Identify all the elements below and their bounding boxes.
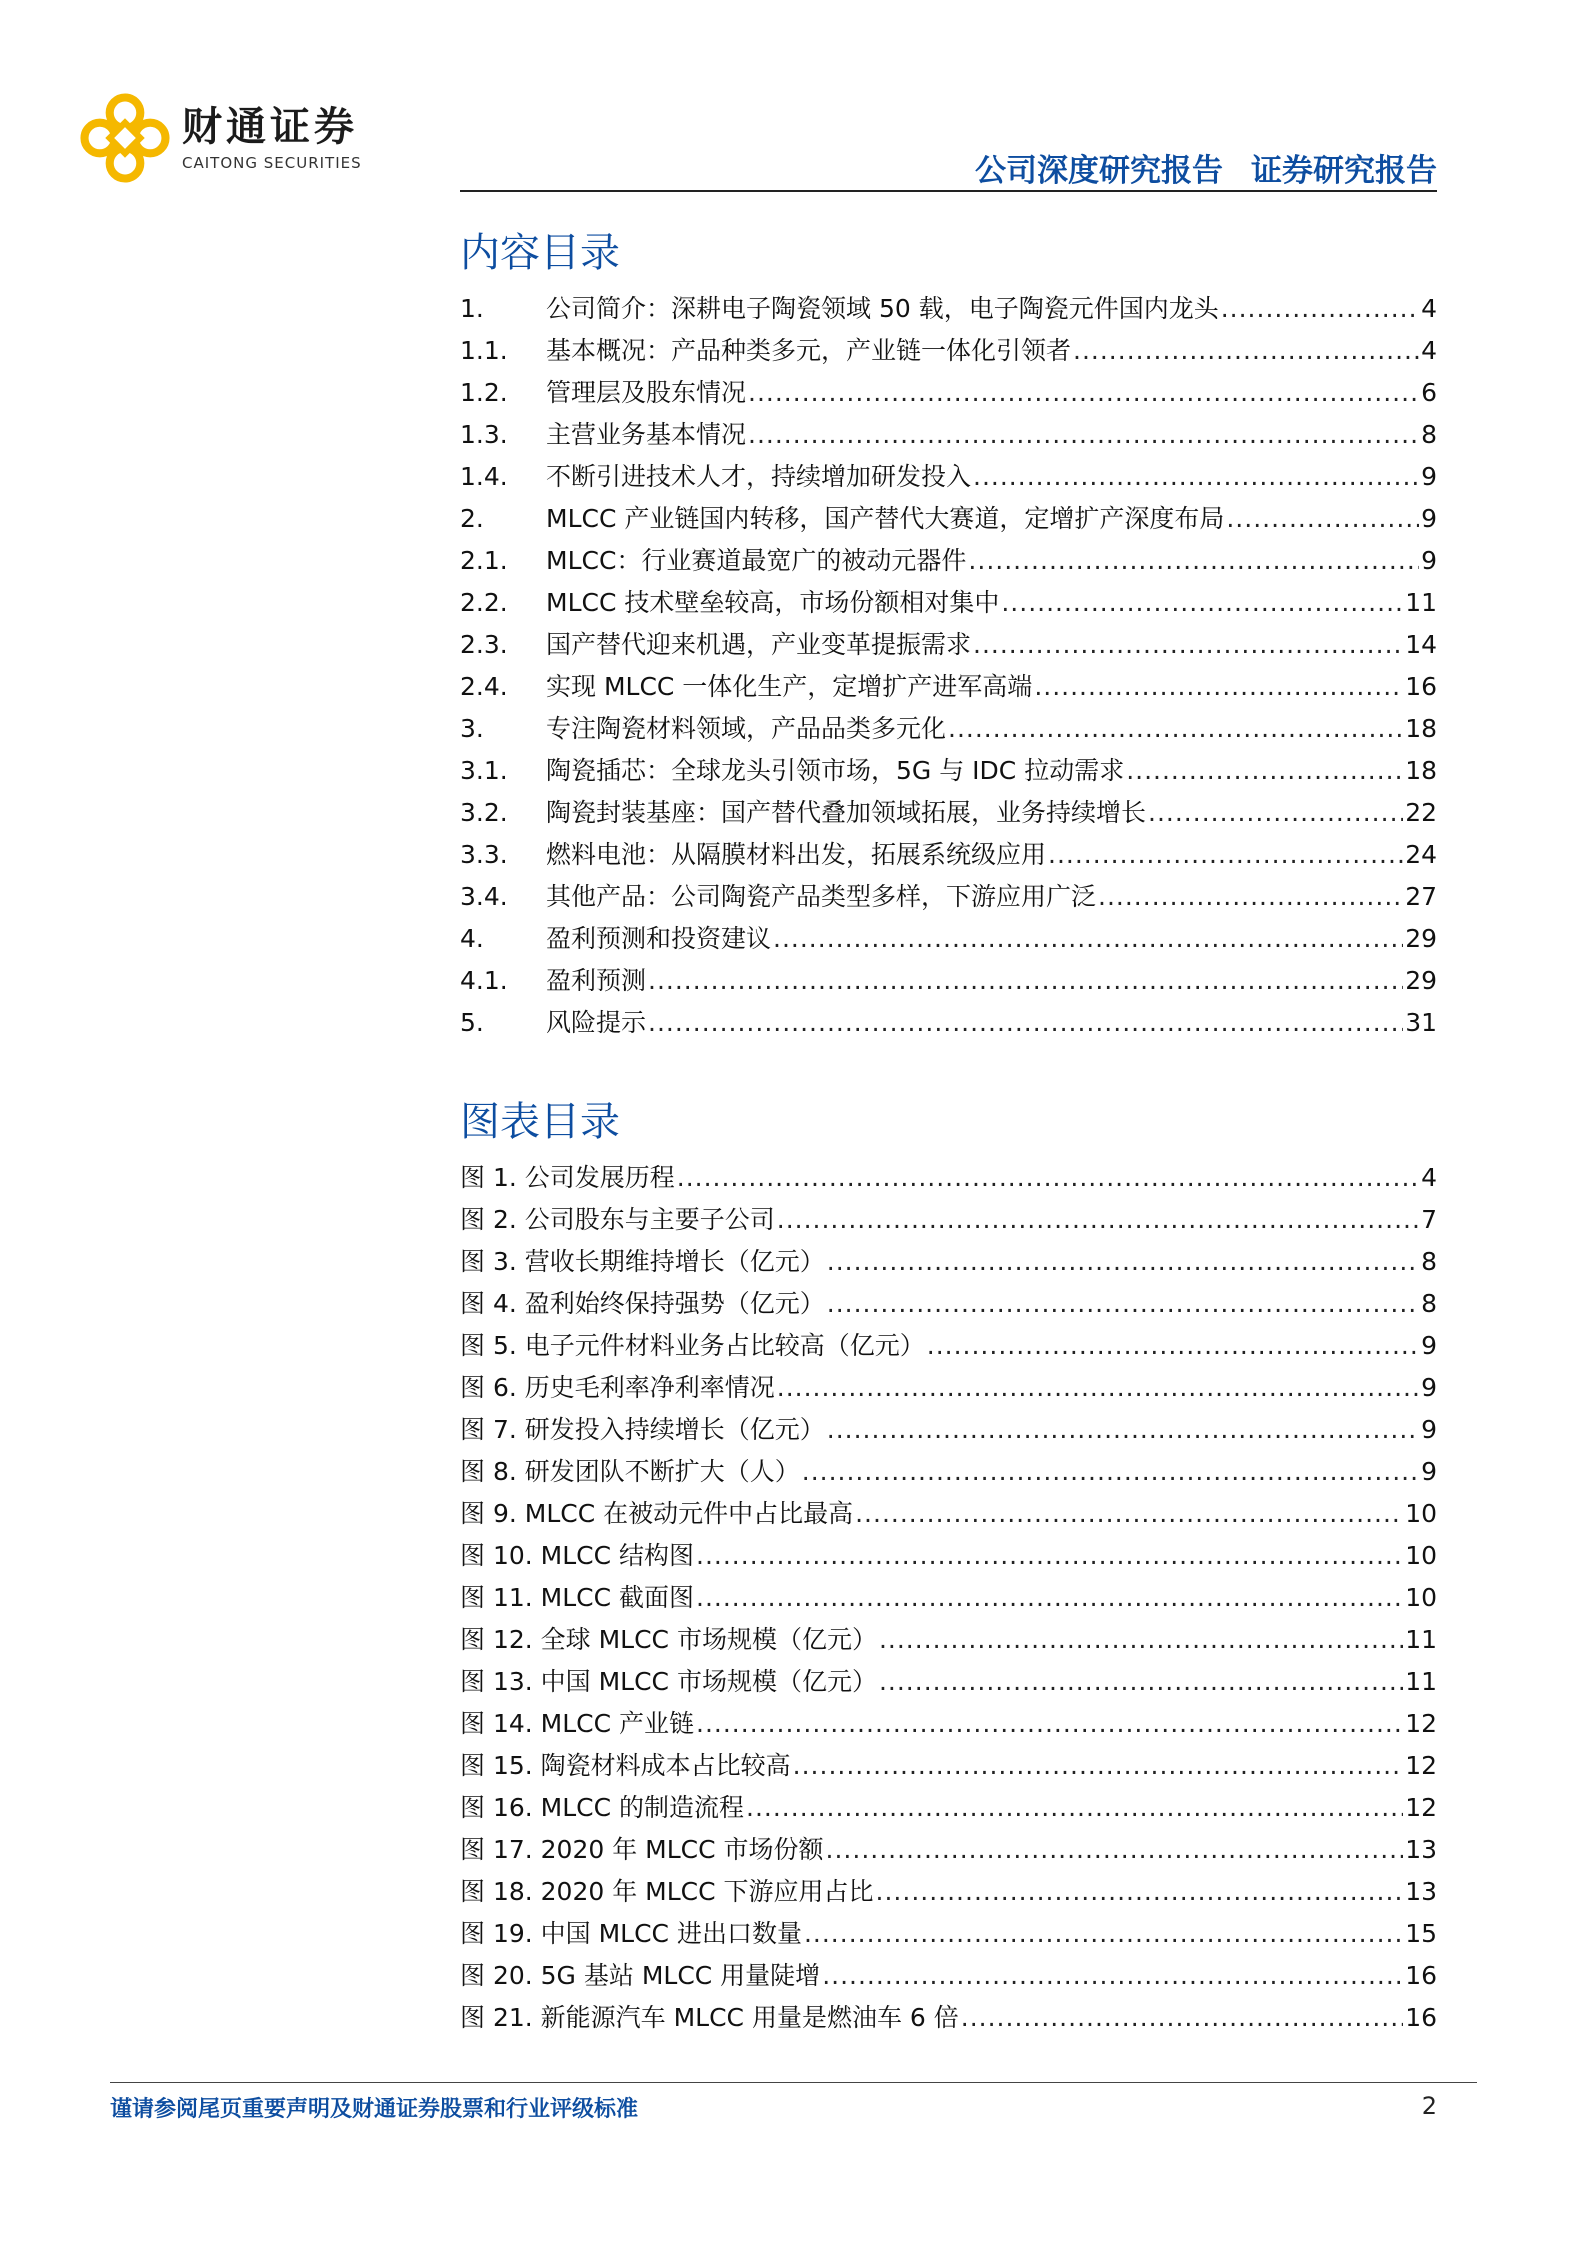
figure-entry-title: 图 10. MLCC 结构图: [460, 1541, 695, 1570]
dot-leader: [1148, 792, 1403, 834]
dot-leader: [876, 1871, 1404, 1913]
dot-leader: [804, 1913, 1403, 1955]
report-type-secondary: 证券研究报告: [1251, 153, 1437, 189]
toc-entry[interactable]: [460, 540, 1437, 582]
toc-list: [460, 288, 1437, 1044]
dot-leader: [677, 1157, 1419, 1199]
toc-entry-number: 1.2.: [460, 378, 508, 407]
toc-entry-page: 29: [1405, 966, 1437, 995]
figure-entry-page: 4: [1421, 1163, 1437, 1192]
figure-entry-title: 图 21. 新能源汽车 MLCC 用量是燃油车 6 倍: [460, 2003, 959, 2032]
toc-entry-number: 2.4.: [460, 672, 508, 701]
dot-leader: [973, 456, 1419, 498]
toc-entry[interactable]: [460, 918, 1437, 960]
toc-entry[interactable]: [460, 624, 1437, 666]
toc-entry-title: MLCC：行业赛道最宽广的被动元器件: [546, 546, 967, 575]
figure-entry-title: 图 16. MLCC 的制造流程: [460, 1793, 745, 1822]
figure-entry[interactable]: [460, 1493, 1437, 1535]
dot-leader: [826, 1829, 1404, 1871]
toc-entry-page: 27: [1405, 882, 1437, 911]
dot-leader: [802, 1451, 1419, 1493]
dot-leader: [696, 1703, 1403, 1745]
toc-entry-number: 1.3.: [460, 420, 508, 449]
figure-entry[interactable]: [460, 1913, 1437, 1955]
figure-entry-page: 16: [1405, 2003, 1437, 2032]
figure-entry-page: 10: [1405, 1499, 1437, 1528]
toc-entry[interactable]: [460, 330, 1437, 372]
figure-entry[interactable]: [460, 1577, 1437, 1619]
figure-entry-title: 图 5. 电子元件材料业务占比较高（亿元）: [460, 1331, 925, 1360]
toc-entry-number: 4.1.: [460, 966, 508, 995]
figure-entry-page: 12: [1405, 1793, 1437, 1822]
dot-leader: [1226, 498, 1419, 540]
toc-entry-title: 盈利预测: [546, 966, 647, 995]
dot-leader: [773, 918, 1403, 960]
dot-leader: [748, 414, 1419, 456]
toc-entry-number: 2.3.: [460, 630, 508, 659]
toc-entry-title: 国产替代迎来机遇，产业变革提振需求: [546, 630, 972, 659]
dot-leader: [827, 1409, 1419, 1451]
figure-entry[interactable]: [460, 1745, 1437, 1787]
dot-leader: [748, 372, 1419, 414]
brand-logo: [80, 92, 362, 184]
toc-entry-page: 18: [1405, 756, 1437, 785]
toc-entry-page: 6: [1421, 378, 1437, 407]
figure-entry-page: 11: [1405, 1625, 1437, 1654]
figure-entry-page: 10: [1405, 1583, 1437, 1612]
dot-leader: [777, 1367, 1419, 1409]
toc-entry-number: 3.4.: [460, 882, 508, 911]
toc-entry[interactable]: [460, 750, 1437, 792]
toc-entry-title: MLCC 技术壁垒较高，市场份额相对集中: [546, 588, 1000, 617]
dot-leader: [648, 960, 1403, 1002]
figure-entry[interactable]: [460, 1409, 1437, 1451]
dot-leader: [927, 1325, 1419, 1367]
figure-entry[interactable]: [460, 1199, 1437, 1241]
figure-entry-page: 9: [1421, 1457, 1437, 1486]
caitong-logo-icon: [80, 93, 170, 183]
figure-entry-title: 图 11. MLCC 截面图: [460, 1583, 695, 1612]
figure-entry-page: 8: [1421, 1247, 1437, 1276]
dot-leader: [793, 1745, 1404, 1787]
figure-entry-title: 图 9. MLCC 在被动元件中占比最高: [460, 1499, 854, 1528]
figure-entry-title: 图 12. 全球 MLCC 市场规模（亿元）: [460, 1625, 877, 1654]
dot-leader: [822, 1955, 1403, 1997]
figure-entry[interactable]: [460, 1241, 1437, 1283]
figure-entry-page: 9: [1421, 1415, 1437, 1444]
toc-entry-title: 不断引进技术人才，持续增加研发投入: [546, 462, 972, 491]
toc-entry-page: 29: [1405, 924, 1437, 953]
figure-entry[interactable]: [460, 1535, 1437, 1577]
toc-entry-page: 11: [1405, 588, 1437, 617]
figure-entry[interactable]: [460, 1619, 1437, 1661]
dot-leader: [777, 1199, 1419, 1241]
toc-entry-page: 16: [1405, 672, 1437, 701]
brand-text: [182, 104, 362, 172]
figure-entry-page: 7: [1421, 1205, 1437, 1234]
figure-entry-page: 9: [1421, 1373, 1437, 1402]
dot-leader: [1221, 288, 1419, 330]
toc-entry-title: MLCC 产业链国内转移，国产替代大赛道，定增扩产深度布局: [546, 504, 1225, 533]
toc-entry-number: 1.: [460, 294, 484, 323]
dot-leader: [879, 1619, 1403, 1661]
figure-entry-page: 12: [1405, 1751, 1437, 1780]
figure-entry-title: 图 2. 公司股东与主要子公司: [460, 1205, 775, 1234]
report-type: [975, 145, 1437, 190]
toc-entry[interactable]: [460, 414, 1437, 456]
figure-entry[interactable]: [460, 1955, 1437, 1997]
figure-entry[interactable]: [460, 1283, 1437, 1325]
toc-entry-title: 公司简介：深耕电子陶瓷领域 50 载，电子陶瓷元件国内龙头: [546, 294, 1219, 323]
toc-entry[interactable]: [460, 456, 1437, 498]
toc-entry[interactable]: [460, 582, 1437, 624]
brand-name-en: CAITONG SECURITIES: [182, 154, 362, 172]
figures-heading: 图表目录: [460, 1099, 620, 1145]
toc-entry-number: 3.1.: [460, 756, 508, 785]
header-divider: [460, 190, 1437, 192]
table-of-contents: [460, 226, 1437, 1044]
figure-entry-title: 图 15. 陶瓷材料成本占比较高: [460, 1751, 791, 1780]
toc-entry-number: 3.2.: [460, 798, 508, 827]
toc-entry-title: 陶瓷插芯：全球龙头引领市场，5G 与 IDC 拉动需求: [546, 756, 1125, 785]
toc-entry-page: 31: [1405, 1008, 1437, 1037]
toc-entry[interactable]: [460, 960, 1437, 1002]
toc-entry-page: 9: [1421, 462, 1437, 491]
dot-leader: [1048, 834, 1403, 876]
toc-entry-number: 2.1.: [460, 546, 508, 575]
toc-entry-title: 专注陶瓷材料领域，产品品类多元化: [546, 714, 947, 743]
toc-entry-page: 14: [1405, 630, 1437, 659]
toc-entry[interactable]: [460, 834, 1437, 876]
dot-leader: [973, 624, 1403, 666]
toc-entry-title: 盈利预测和投资建议: [546, 924, 772, 953]
dot-leader: [948, 708, 1403, 750]
dot-leader: [1126, 750, 1403, 792]
figure-entry[interactable]: [460, 1787, 1437, 1829]
figures-list: [460, 1157, 1437, 2039]
figure-entry-page: 9: [1421, 1331, 1437, 1360]
toc-entry-page: 9: [1421, 546, 1437, 575]
toc-entry-title: 基本概况：产品种类多元，产业链一体化引领者: [546, 336, 1072, 365]
figure-entry-title: 图 17. 2020 年 MLCC 市场份额: [460, 1835, 824, 1864]
figure-entry-title: 图 18. 2020 年 MLCC 下游应用占比: [460, 1877, 874, 1906]
dot-leader: [968, 540, 1419, 582]
figure-entry[interactable]: [460, 1829, 1437, 1871]
toc-entry-title: 其他产品：公司陶瓷产品类型多样，下游应用广泛: [546, 882, 1097, 911]
toc-entry-number: 3.3.: [460, 840, 508, 869]
toc-entry[interactable]: [460, 288, 1437, 330]
toc-entry-title: 管理层及股东情况: [546, 378, 747, 407]
figure-entry-page: 12: [1405, 1709, 1437, 1738]
figure-entry-title: 图 14. MLCC 产业链: [460, 1709, 695, 1738]
dot-leader: [855, 1493, 1403, 1535]
figure-entry-page: 11: [1405, 1667, 1437, 1696]
report-type-primary: 公司深度研究报告: [975, 153, 1223, 189]
figure-entry[interactable]: [460, 1871, 1437, 1913]
toc-entry[interactable]: [460, 498, 1437, 540]
figure-entry[interactable]: [460, 1997, 1437, 2039]
dot-leader: [827, 1241, 1419, 1283]
figure-entry-title: 图 4. 盈利始终保持强势（亿元）: [460, 1289, 825, 1318]
toc-entry-page: 4: [1421, 336, 1437, 365]
toc-entry-number: 2.: [460, 504, 484, 533]
toc-entry-title: 实现 MLCC 一体化生产，定增扩产进军高端: [546, 672, 1033, 701]
disclaimer-link[interactable]: 谨请参阅尾页重要声明及财通证券股票和行业评级标准: [110, 2097, 639, 2122]
figure-entry-page: 8: [1421, 1289, 1437, 1318]
dot-leader: [1073, 330, 1419, 372]
toc-entry[interactable]: [460, 1002, 1437, 1044]
dot-leader: [1034, 666, 1403, 708]
figure-entry-title: 图 13. 中国 MLCC 市场规模（亿元）: [460, 1667, 877, 1696]
figure-entry-title: 图 6. 历史毛利率净利率情况: [460, 1373, 775, 1402]
toc-entry[interactable]: [460, 792, 1437, 834]
toc-entry[interactable]: [460, 876, 1437, 918]
figure-entry-page: 10: [1405, 1541, 1437, 1570]
dot-leader: [696, 1535, 1403, 1577]
figure-entry[interactable]: [460, 1367, 1437, 1409]
figure-entry-page: 16: [1405, 1961, 1437, 1990]
figure-entry-page: 15: [1405, 1919, 1437, 1948]
toc-entry-page: 4: [1421, 294, 1437, 323]
dot-leader: [696, 1577, 1403, 1619]
toc-heading: 内容目录: [460, 230, 620, 276]
figure-entry-page: 13: [1405, 1835, 1437, 1864]
figure-entry-title: 图 20. 5G 基站 MLCC 用量陡增: [460, 1961, 821, 1990]
figure-entry-title: 图 7. 研发投入持续增长（亿元）: [460, 1415, 825, 1444]
figure-entry[interactable]: [460, 1661, 1437, 1703]
toc-entry-page: 8: [1421, 420, 1437, 449]
figure-entry-title: 图 3. 营收长期维持增长（亿元）: [460, 1247, 825, 1276]
figure-entry-title: 图 19. 中国 MLCC 进出口数量: [460, 1919, 802, 1948]
dot-leader: [648, 1002, 1403, 1044]
dot-leader: [961, 1997, 1403, 2039]
dot-leader: [746, 1787, 1403, 1829]
toc-entry[interactable]: [460, 666, 1437, 708]
toc-entry-page: 22: [1405, 798, 1437, 827]
toc-entry[interactable]: [460, 708, 1437, 750]
table-of-figures: [460, 1095, 1437, 2039]
toc-entry-page: 9: [1421, 504, 1437, 533]
dot-leader: [1098, 876, 1403, 918]
footer-divider: [110, 2082, 1477, 2083]
toc-entry-number: 2.2.: [460, 588, 508, 617]
dot-leader: [827, 1283, 1419, 1325]
figure-entry[interactable]: [460, 1157, 1437, 1199]
figure-entry[interactable]: [460, 1451, 1437, 1493]
figure-entry[interactable]: [460, 1703, 1437, 1745]
toc-entry[interactable]: [460, 372, 1437, 414]
toc-entry-number: 1.1.: [460, 336, 508, 365]
figure-entry-title: 图 1. 公司发展历程: [460, 1163, 675, 1192]
toc-entry-page: 24: [1405, 840, 1437, 869]
brand-name-cn: 财通证券: [182, 104, 358, 150]
toc-entry-title: 风险提示: [546, 1008, 647, 1037]
figure-entry-page: 13: [1405, 1877, 1437, 1906]
figure-entry[interactable]: [460, 1325, 1437, 1367]
toc-entry-title: 主营业务基本情况: [546, 420, 747, 449]
page-number: 2: [1421, 2092, 1437, 2120]
figure-entry-title: 图 8. 研发团队不断扩大（人）: [460, 1457, 800, 1486]
toc-entry-number: 3.: [460, 714, 484, 743]
toc-entry-number: 5.: [460, 1008, 484, 1037]
toc-entry-number: 4.: [460, 924, 484, 953]
dot-leader: [1001, 582, 1403, 624]
toc-entry-title: 陶瓷封装基座：国产替代叠加领域拓展，业务持续增长: [546, 798, 1147, 827]
dot-leader: [879, 1661, 1403, 1703]
toc-entry-title: 燃料电池：从隔膜材料出发，拓展系统级应用: [546, 840, 1047, 869]
toc-entry-page: 18: [1405, 714, 1437, 743]
toc-entry-number: 1.4.: [460, 462, 508, 491]
